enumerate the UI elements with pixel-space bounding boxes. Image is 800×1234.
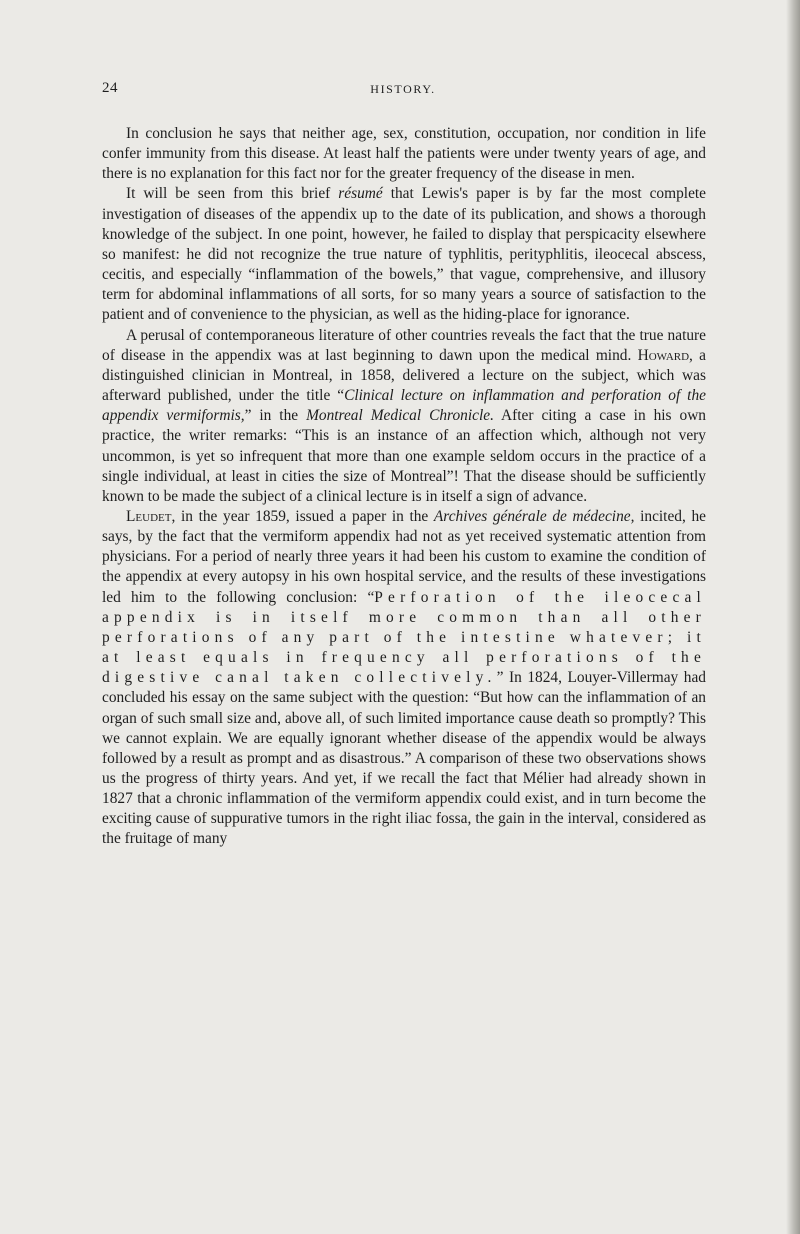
- italic-journal: Archives générale de médecine,: [433, 507, 635, 525]
- paragraph: [102, 326, 706, 507]
- text-run: , a distinguished clinician in Montreal, in 1858, delivered a lecture on the subject, which was afterward published, under the title “: [102, 346, 706, 405]
- text-run: incited, he says, by the fact that the vermiform appendix had not as yet received systematic attention from physicians. For a period of nearly three years it had been his custom to examine the condition of the appendix at every autopsy in his own hospital service, and the results of these investigations led him to the following conclusion: “: [102, 507, 706, 606]
- text-run: , in the year 1859, issued a paper in the: [171, 507, 434, 525]
- page-number: 24: [102, 80, 118, 96]
- text-run: that Lewis's paper is by far the most complete investigation of diseases of the appendix up to the date of its publication, and shows a thorough knowledge of the subject. In one point, however, he failed to display that perspicacity elsewhere so manifest: he did not recognize the true nature of typhlitis, perityphlitis, ileocecal abscess, cecitis, and especially “inflammation of the bowels,” that vague, comprehensive, and illusory term for abdominal inflammations of all sorts, for so many years a source of satisfaction to the patient and of convenience to the physician, as well as the hiding-place for ignorance.: [102, 185, 707, 324]
- italic-text: résumé: [338, 185, 383, 203]
- author-name-small-caps: Howard: [637, 346, 690, 364]
- page-header: [102, 80, 704, 100]
- paragraph: [102, 124, 706, 184]
- italic-title: Clinical lecture on inflammation and perforation of the appendix vermiformis,: [102, 387, 706, 425]
- paragraph: [102, 184, 706, 325]
- text-run: A perusal of contemporaneous literature of other countries reveals the fact that the true nature of disease in the appendix was at last beginning to dawn upon the medical mind.: [102, 326, 706, 364]
- author-name-small-caps: Leudet: [126, 507, 172, 525]
- body-text: [102, 124, 706, 850]
- letterspaced-quotation: Perforation of the ileocecal appendix is in itself more common than all other perforations of any part of the intestine whatever; it at least equals in frequency all perforations of the digestive canal taken collectively.: [102, 588, 706, 687]
- text-run: ” In 1824, Louyer-Villermay had concluded his essay on the same subject with the question: “But how can the inflammation of an organ of such small size and, above all, of such limited importance cause death so promptly? This we cannot explain. We are equally ignorant whether disease of the appendix would be always followed by a result as prompt and as disastrous.” A comparison of these two observations shows us the progress of thirty years. And yet, if we recall the fact that Mélier had already shown in 1827 that a chronic inflammation of the vermiform appendix could exist, and in turn become the exciting cause of suppurative tumors in the right iliac fossa, the gain in the interval, considered as the fruitage of many: [102, 669, 706, 848]
- running-head: HISTORY.: [370, 82, 436, 96]
- paragraph: [102, 507, 706, 850]
- text-run: It will be seen from this brief: [126, 185, 339, 203]
- text-run: After citing a case in his own practice, the writer remarks: “This is an instance of an affection which, although not very uncommon, is yet so infrequent that more than one example seldom occurs in the practice of a single individual, at least in cities the size of Montreal”! That the disease should be sufficiently known to be made the subject of a clinical lecture is in itself a sign of advance.: [102, 407, 707, 505]
- text-run: ” in the: [244, 407, 307, 425]
- text-run: In conclusion he says that neither age, sex, constitution, occupation, nor condition in life confer immunity from this disease. At least half the patients were under twenty years of age, and there is no explanation for this fact nor for the greater frequency of the disease in men.: [102, 125, 706, 183]
- page-edge-shadow: [786, 0, 800, 1234]
- italic-journal: Montreal Medical Chronicle.: [306, 407, 494, 425]
